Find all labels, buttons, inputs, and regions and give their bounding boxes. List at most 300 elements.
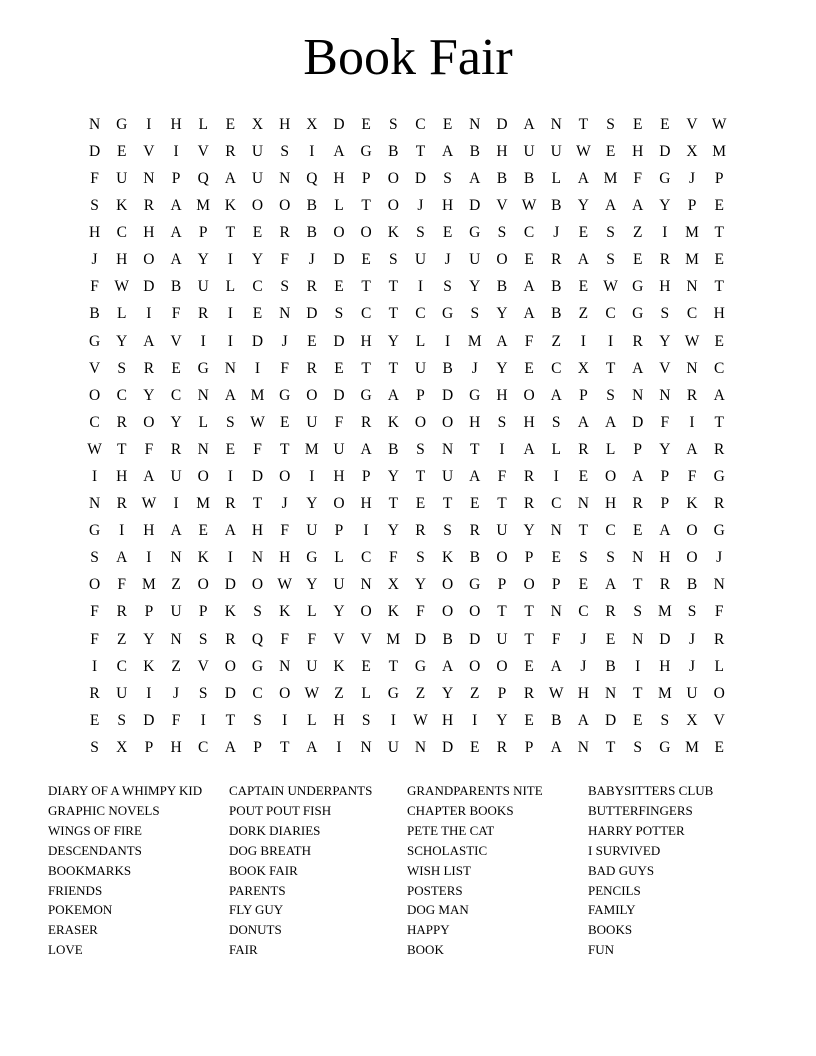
grid-cell: S xyxy=(416,224,425,242)
grid-cell: X xyxy=(686,711,698,729)
grid-cell: M xyxy=(196,495,211,513)
grid-cell: H xyxy=(659,549,671,567)
grid-cell: P xyxy=(524,549,534,567)
grid-cell: E xyxy=(524,359,534,377)
grid-cell: P xyxy=(144,738,154,756)
grid-cell: D xyxy=(659,142,671,160)
letter-grid xyxy=(81,111,733,761)
grid-cell: R xyxy=(306,359,317,377)
grid-cell: Z xyxy=(551,332,561,350)
grid-cell: D xyxy=(88,142,101,160)
grid-cell: V xyxy=(360,630,372,648)
grid-cell: D xyxy=(632,413,644,431)
grid-cell: G xyxy=(659,738,671,756)
grid-cell: Y xyxy=(577,197,589,215)
grid-cell: G xyxy=(116,115,128,133)
grid-cell: Y xyxy=(469,278,481,296)
grid-cell: P xyxy=(660,468,670,486)
grid-cell: R xyxy=(198,305,209,323)
word-item: FAIR xyxy=(229,942,258,958)
grid-cell: I xyxy=(227,549,233,567)
grid-cell: J xyxy=(308,251,315,269)
grid-cell: A xyxy=(224,738,236,756)
grid-cell: K xyxy=(197,549,209,567)
grid-cell: I xyxy=(336,738,342,756)
grid-cell: E xyxy=(632,115,643,133)
grid-cell: E xyxy=(198,522,208,540)
grid-cell: R xyxy=(170,440,182,458)
grid-cell: O xyxy=(442,413,454,431)
grid-cell: G xyxy=(279,386,291,404)
grid-cell: A xyxy=(686,440,698,458)
grid-cell: J xyxy=(716,549,723,567)
grid-cell: F xyxy=(144,440,154,458)
grid-cell: M xyxy=(467,332,482,350)
grid-cell: A xyxy=(604,413,617,431)
grid-cell: Y xyxy=(143,630,155,648)
grid-cell: B xyxy=(388,142,399,160)
grid-cell: Y xyxy=(116,332,128,350)
word-item: HARRY POTTER xyxy=(588,822,685,838)
grid-cell: I xyxy=(417,278,424,296)
grid-cell: H xyxy=(333,711,345,729)
word-item: DORK DIARIES xyxy=(229,822,321,838)
grid-cell: E xyxy=(660,115,670,133)
grid-cell: C xyxy=(551,359,562,377)
grid-cell: O xyxy=(686,522,698,540)
grid-cell: U xyxy=(333,576,345,594)
grid-cell: R xyxy=(523,684,535,702)
grid-cell: O xyxy=(197,576,209,594)
grid-cell: E xyxy=(361,657,371,675)
grid-cell: S xyxy=(606,224,615,242)
grid-cell: Z xyxy=(415,684,426,702)
grid-cell: M xyxy=(304,440,319,458)
grid-cell: K xyxy=(686,495,698,513)
word-item: PENCILS xyxy=(588,882,641,898)
grid-cell: A xyxy=(170,251,182,269)
page-title: Book Fair xyxy=(303,29,513,86)
grid-cell: J xyxy=(688,657,696,675)
word-list-column xyxy=(229,781,372,960)
grid-cell: B xyxy=(686,576,698,594)
word-item: DESCENDANTS xyxy=(48,842,142,858)
grid-cell: G xyxy=(306,549,318,567)
grid-cell: K xyxy=(387,603,399,621)
grid-cell: R xyxy=(116,413,127,431)
grid-cell: I xyxy=(200,332,206,350)
grid-cell: O xyxy=(604,468,617,486)
grid-cell: C xyxy=(252,684,263,702)
grid-cell: N xyxy=(577,738,589,756)
grid-cell: B xyxy=(170,278,182,296)
grid-cell: U xyxy=(469,251,481,269)
word-item: PARENTS xyxy=(229,882,286,898)
word-item: PETE THE CAT xyxy=(407,822,495,838)
grid-cell: N xyxy=(414,738,427,756)
grid-cell: L xyxy=(117,305,127,323)
grid-cell: T xyxy=(442,495,453,513)
grid-cell: E xyxy=(117,142,127,160)
grid-cell: L xyxy=(551,440,561,458)
grid-cell: C xyxy=(551,495,562,513)
grid-cell: A xyxy=(170,522,182,540)
grid-cell: J xyxy=(553,224,560,242)
grid-cell: D xyxy=(143,278,155,296)
grid-cell: M xyxy=(603,169,618,187)
word-item: FRIENDS xyxy=(48,882,103,898)
grid-cell: F xyxy=(280,522,289,540)
grid-cell: J xyxy=(580,630,587,648)
grid-cell: Y xyxy=(496,711,508,729)
grid-cell: P xyxy=(551,576,561,594)
grid-cell: H xyxy=(279,549,291,567)
grid-cell: Y xyxy=(523,522,535,540)
grid-cell: S xyxy=(606,251,615,269)
grid-cell: H xyxy=(442,711,454,729)
grid-cell: W xyxy=(548,684,564,702)
word-item: POKEMON xyxy=(48,902,113,918)
grid-cell: V xyxy=(88,359,101,377)
grid-cell: T xyxy=(524,603,534,621)
word-item: FUN xyxy=(588,942,615,958)
grid-cell: A xyxy=(496,332,508,350)
grid-cell: S xyxy=(660,711,670,729)
grid-cell: S xyxy=(416,549,425,567)
grid-cell: U xyxy=(496,630,508,648)
grid-cell: G xyxy=(360,386,372,404)
grid-cell: N xyxy=(713,576,725,594)
grid-cell: U xyxy=(251,169,264,187)
grid-cell: E xyxy=(252,224,263,242)
grid-cell: D xyxy=(442,386,454,404)
grid-cell: O xyxy=(143,413,155,431)
grid-cell: N xyxy=(632,386,644,404)
grid-cell: I xyxy=(635,657,641,675)
grid-cell: J xyxy=(580,657,587,675)
grid-cell: R xyxy=(360,413,372,431)
grid-cell: V xyxy=(333,630,345,648)
word-item: GRAPHIC NOVELS xyxy=(48,802,160,818)
grid-cell: H xyxy=(116,251,128,269)
grid-cell: C xyxy=(415,305,426,323)
grid-cell: K xyxy=(387,413,399,431)
grid-cell: J xyxy=(91,251,98,269)
grid-cell: W xyxy=(141,495,157,513)
grid-cell: U xyxy=(496,522,508,540)
grid-cell: V xyxy=(713,711,725,729)
grid-cell: F xyxy=(524,332,534,350)
grid-cell: H xyxy=(496,386,508,404)
grid-cell: I xyxy=(309,468,315,486)
grid-cell: S xyxy=(633,603,643,621)
grid-cell: S xyxy=(606,549,615,567)
grid-cell: S xyxy=(361,711,371,729)
grid-cell: Y xyxy=(251,251,264,269)
grid-cell: U xyxy=(523,142,535,160)
grid-cell: I xyxy=(282,711,288,729)
grid-cell: S xyxy=(660,305,670,323)
word-item: BOOK FAIR xyxy=(229,862,298,878)
grid-cell: N xyxy=(469,115,481,133)
grid-cell: I xyxy=(689,413,695,431)
grid-cell: E xyxy=(225,440,236,458)
grid-cell: E xyxy=(307,332,317,350)
grid-cell: T xyxy=(388,359,399,377)
grid-cell: R xyxy=(714,630,725,648)
grid-cell: O xyxy=(387,197,399,215)
grid-cell: N xyxy=(577,495,589,513)
grid-cell: X xyxy=(387,576,399,594)
grid-cell: A xyxy=(116,549,128,567)
grid-cell: O xyxy=(88,576,101,594)
grid-cell: L xyxy=(334,197,344,215)
grid-cell: L xyxy=(361,684,371,702)
grid-cell: C xyxy=(89,413,100,431)
grid-cell: M xyxy=(685,251,699,269)
grid-cell: D xyxy=(414,630,427,648)
grid-cell: W xyxy=(521,197,537,215)
grid-cell: E xyxy=(578,468,589,486)
grid-cell: G xyxy=(469,386,481,404)
grid-cell: C xyxy=(252,278,263,296)
grid-cell: J xyxy=(471,359,478,377)
grid-cell: H xyxy=(88,224,101,242)
grid-cell: A xyxy=(333,142,345,160)
grid-cell: Y xyxy=(306,495,318,513)
grid-cell: D xyxy=(469,630,481,648)
grid-cell: K xyxy=(116,197,128,215)
grid-cell: N xyxy=(686,359,698,377)
grid-cell: B xyxy=(306,197,317,215)
grid-cell: R xyxy=(143,197,155,215)
grid-cell: N xyxy=(170,630,182,648)
grid-cell: S xyxy=(90,549,99,567)
grid-cell: B xyxy=(388,440,399,458)
grid-cell: R xyxy=(551,251,562,269)
grid-cell: W xyxy=(250,413,265,431)
grid-cell: L xyxy=(415,332,426,350)
grid-cell: F xyxy=(334,413,344,431)
grid-cell: Q xyxy=(306,169,318,187)
grid-cell: P xyxy=(687,197,697,215)
grid-cell: E xyxy=(361,251,371,269)
grid-cell: N xyxy=(197,386,209,404)
grid-cell: R xyxy=(415,522,426,540)
grid-cell: T xyxy=(714,278,724,296)
grid-cell: I xyxy=(146,305,152,323)
grid-cell: C xyxy=(116,657,127,675)
grid-cell: F xyxy=(497,468,507,486)
grid-cell: S xyxy=(497,224,507,242)
grid-cell: Y xyxy=(387,332,399,350)
grid-cell: S xyxy=(443,522,452,540)
grid-cell: B xyxy=(551,711,562,729)
grid-cell: H xyxy=(523,413,535,431)
grid-cell: H xyxy=(632,142,644,160)
grid-cell: Y xyxy=(306,576,318,594)
grid-cell: Y xyxy=(659,197,671,215)
grid-cell: V xyxy=(143,142,155,160)
grid-cell: N xyxy=(279,169,291,187)
grid-cell: E xyxy=(334,278,344,296)
grid-cell: B xyxy=(496,278,508,296)
grid-cell: T xyxy=(524,630,534,648)
word-list-column xyxy=(407,781,543,960)
grid-cell: A xyxy=(632,468,644,486)
grid-cell: A xyxy=(360,440,372,458)
word-list-column xyxy=(588,781,713,960)
grid-cell: T xyxy=(497,495,507,513)
grid-cell: Y xyxy=(442,684,454,702)
grid-cell: V xyxy=(686,115,698,133)
grid-cell: G xyxy=(713,522,725,540)
grid-cell: S xyxy=(633,738,643,756)
grid-cell: K xyxy=(333,657,345,675)
grid-cell: U xyxy=(251,142,264,160)
grid-cell: K xyxy=(224,603,236,621)
grid-cell: I xyxy=(200,711,206,729)
grid-cell: J xyxy=(281,332,288,350)
grid-cell: A xyxy=(632,359,644,377)
grid-cell: A xyxy=(577,711,589,729)
grid-cell: M xyxy=(712,142,727,160)
grid-cell: C xyxy=(415,115,426,133)
grid-cell: E xyxy=(470,738,480,756)
grid-cell: D xyxy=(333,386,345,404)
grid-cell: P xyxy=(361,468,371,486)
grid-cell: T xyxy=(632,576,643,594)
grid-cell: E xyxy=(605,142,616,160)
grid-cell: T xyxy=(361,359,371,377)
grid-cell: P xyxy=(497,684,507,702)
grid-cell: E xyxy=(714,738,724,756)
word-item: POSTERS xyxy=(407,882,463,898)
grid-cell: Q xyxy=(251,630,264,648)
grid-cell: A xyxy=(523,115,535,133)
grid-cell: G xyxy=(713,468,725,486)
grid-cell: R xyxy=(116,495,127,513)
grid-cell: I xyxy=(227,332,233,350)
word-item: DONUTS xyxy=(229,922,282,938)
grid-cell: G xyxy=(88,522,101,540)
word-item: BOOKMARKS xyxy=(48,862,132,878)
grid-cell: U xyxy=(116,169,128,187)
grid-cell: V xyxy=(659,359,671,377)
grid-cell: R xyxy=(279,224,290,242)
grid-cell: E xyxy=(524,711,534,729)
word-item: LOVE xyxy=(48,942,83,958)
grid-cell: A xyxy=(143,468,155,486)
grid-cell: O xyxy=(88,386,101,404)
grid-cell: H xyxy=(659,278,671,296)
grid-cell: D xyxy=(251,468,264,486)
grid-cell: A xyxy=(550,657,562,675)
grid-cell: W xyxy=(603,278,618,296)
grid-cell: S xyxy=(117,711,127,729)
grid-cell: E xyxy=(252,305,263,323)
grid-cell: H xyxy=(279,115,291,133)
grid-cell: Z xyxy=(171,657,181,675)
grid-cell: U xyxy=(333,440,345,458)
grid-cell: R xyxy=(225,495,236,513)
grid-cell: E xyxy=(632,522,643,540)
grid-cell: T xyxy=(225,224,236,242)
grid-cell: H xyxy=(170,115,182,133)
grid-cell: R xyxy=(605,603,616,621)
grid-cell: I xyxy=(553,468,559,486)
grid-cell: Y xyxy=(387,468,399,486)
grid-cell: R xyxy=(306,278,317,296)
grid-cell: I xyxy=(607,332,614,350)
grid-cell: G xyxy=(414,657,427,675)
grid-cell: Y xyxy=(170,413,182,431)
grid-cell: A xyxy=(442,142,454,160)
grid-cell: M xyxy=(685,738,699,756)
grid-cell: A xyxy=(523,305,535,323)
grid-cell: F xyxy=(280,251,289,269)
grid-cell: H xyxy=(469,413,481,431)
grid-cell: C xyxy=(360,549,372,567)
grid-cell: K xyxy=(143,657,155,675)
word-item: FAMILY xyxy=(588,902,636,918)
grid-cell: S xyxy=(497,413,507,431)
grid-cell: B xyxy=(551,197,562,215)
grid-cell: M xyxy=(250,386,265,404)
grid-cell: O xyxy=(523,576,535,594)
grid-cell: O xyxy=(279,197,291,215)
grid-cell: L xyxy=(334,549,344,567)
grid-cell: P xyxy=(714,169,724,187)
word-item: I SURVIVED xyxy=(588,842,661,858)
grid-cell: D xyxy=(224,576,236,594)
grid-cell: N xyxy=(550,603,562,621)
word-item: BOOK xyxy=(407,942,444,958)
grid-cell: B xyxy=(551,278,562,296)
grid-cell: N xyxy=(360,576,372,594)
word-item: BUTTERFINGERS xyxy=(588,802,693,818)
grid-cell: S xyxy=(198,630,208,648)
grid-cell: R xyxy=(714,495,725,513)
grid-cell: O xyxy=(496,657,508,675)
grid-cell: T xyxy=(632,684,643,702)
grid-cell: Y xyxy=(414,576,427,594)
grid-cell: E xyxy=(551,549,561,567)
grid-cell: I xyxy=(227,305,233,323)
grid-cell: R xyxy=(659,576,671,594)
grid-cell: Y xyxy=(496,305,508,323)
grid-cell: N xyxy=(550,522,562,540)
grid-cell: R xyxy=(225,630,236,648)
grid-cell: C xyxy=(686,305,698,323)
grid-cell: C xyxy=(116,386,127,404)
grid-cell: I xyxy=(472,711,478,729)
grid-cell: N xyxy=(197,440,209,458)
grid-cell: I xyxy=(146,684,152,702)
grid-cell: A xyxy=(387,386,399,404)
grid-cell: T xyxy=(714,224,724,242)
grid-cell: H xyxy=(333,169,345,187)
grid-cell: A xyxy=(659,522,671,540)
grid-cell: H xyxy=(659,657,671,675)
grid-cell: R xyxy=(496,738,508,756)
grid-cell: O xyxy=(251,576,264,594)
grid-cell: U xyxy=(414,251,427,269)
grid-cell: K xyxy=(442,549,454,567)
grid-cell: P xyxy=(253,738,262,756)
grid-cell: H xyxy=(604,495,617,513)
grid-cell: A xyxy=(523,278,535,296)
